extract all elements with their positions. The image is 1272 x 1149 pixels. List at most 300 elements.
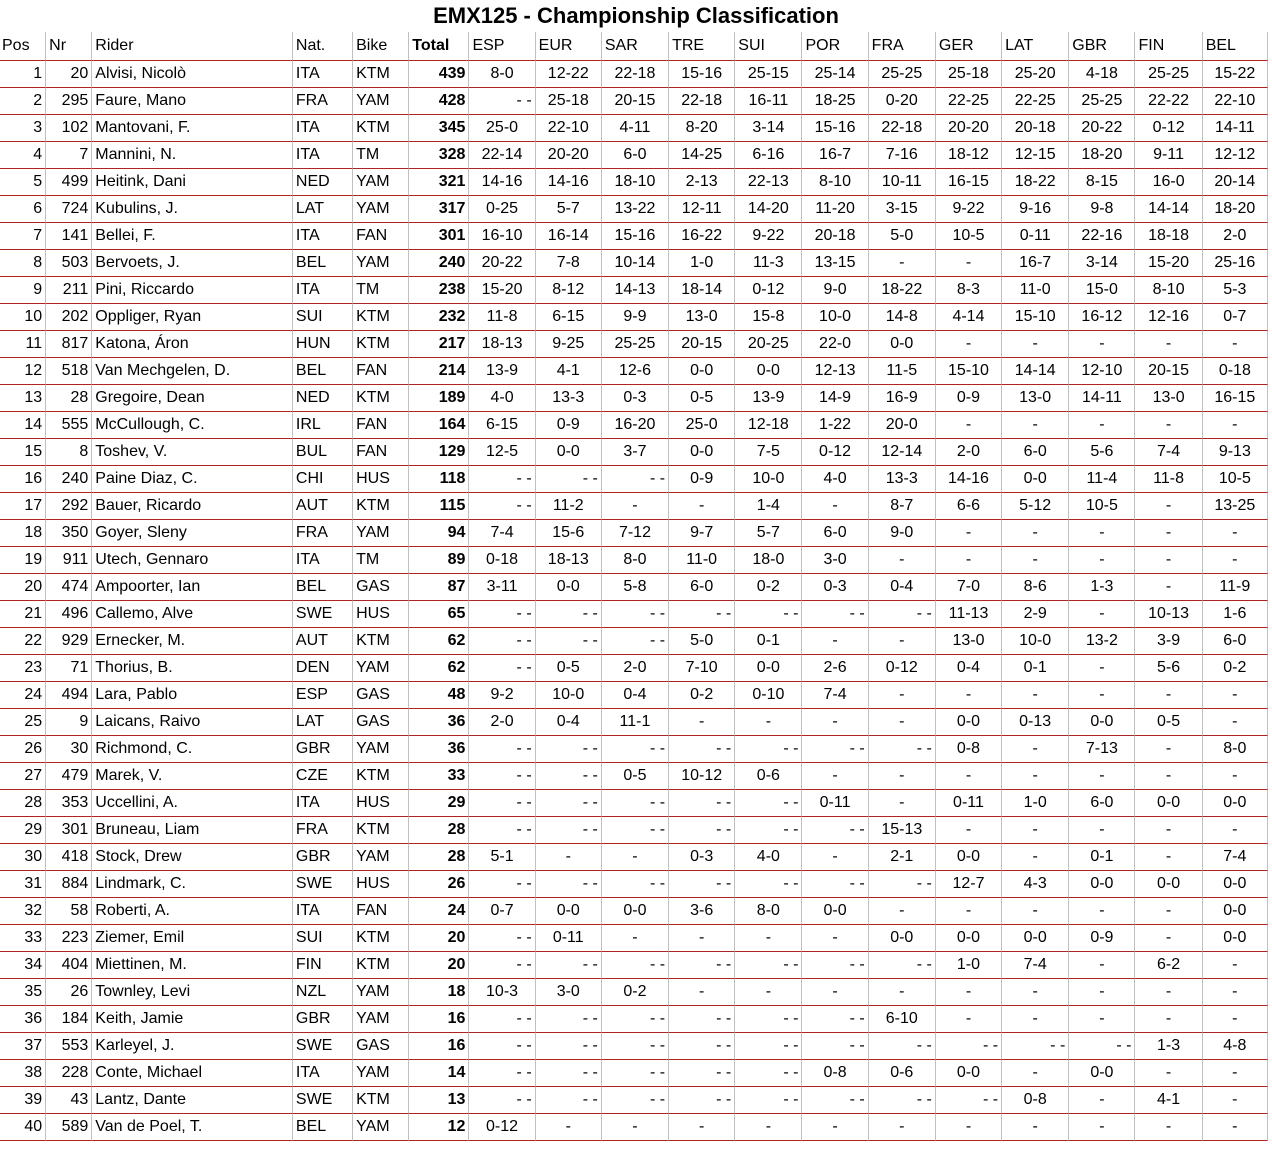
round-result-cell: - -	[669, 1033, 735, 1060]
round-result-cell: 7-12	[602, 520, 669, 547]
round-result-cell: 14-25	[669, 142, 735, 169]
round-result-cell: 0-4	[936, 655, 1002, 682]
nat-cell: CHI	[293, 466, 353, 493]
table-row	[0, 520, 1268, 547]
round-result-cell: 4-18	[1069, 61, 1135, 88]
round-result-cell: 7-0	[936, 574, 1002, 601]
round-result-cell: 8-10	[802, 169, 868, 196]
round-result-cell: 16-9	[869, 385, 936, 412]
round-result-cell: -	[1002, 1060, 1069, 1087]
round-result-cell: 12-18	[735, 412, 802, 439]
round-result-cell: - -	[536, 952, 602, 979]
round-result-cell: -	[1002, 736, 1069, 763]
nr-cell: 418	[46, 844, 92, 871]
round-result-cell: - -	[469, 1087, 535, 1114]
round-result-cell: -	[735, 979, 802, 1006]
round-result-cell: 2-0	[602, 655, 669, 682]
round-result-cell: -	[1002, 520, 1069, 547]
round-result-cell: -	[1203, 1114, 1268, 1141]
round-result-cell: 10-0	[735, 466, 802, 493]
rider-cell: Bervoets, J.	[92, 250, 293, 277]
pos-cell: 15	[0, 439, 46, 466]
round-result-cell: 12-7	[936, 871, 1002, 898]
rider-cell: Callemo, Alve	[92, 601, 293, 628]
round-result-cell: 9-16	[1002, 196, 1069, 223]
round-result-cell: -	[1135, 682, 1202, 709]
total-cell: 24	[409, 898, 469, 925]
round-result-cell: -	[802, 709, 868, 736]
round-result-cell: 0-0	[802, 898, 868, 925]
nr-cell: 555	[46, 412, 92, 439]
table-row	[0, 952, 1268, 979]
round-result-cell: 9-2	[469, 682, 535, 709]
round-result-cell: 15-6	[536, 520, 602, 547]
total-cell: 65	[409, 601, 469, 628]
round-result-cell: 25-18	[536, 88, 602, 115]
round-result-cell: 0-5	[536, 655, 602, 682]
rider-cell: Keith, Jamie	[92, 1006, 293, 1033]
round-result-cell: - -	[602, 466, 669, 493]
round-result-cell: 25-0	[469, 115, 535, 142]
round-result-cell: 6-15	[536, 304, 602, 331]
total-cell: 129	[409, 439, 469, 466]
round-result-cell: - -	[602, 1006, 669, 1033]
round-result-cell: 12-12	[1203, 142, 1268, 169]
round-result-cell: -	[1135, 1114, 1202, 1141]
nat-cell: HUN	[293, 331, 353, 358]
table-row	[0, 547, 1268, 574]
nr-cell: 240	[46, 466, 92, 493]
round-result-cell: -	[1135, 547, 1202, 574]
round-result-cell: -	[802, 628, 868, 655]
nr-cell: 301	[46, 817, 92, 844]
round-result-cell: 16-15	[1203, 385, 1268, 412]
table-row	[0, 196, 1268, 223]
page-title: EMX125 - Championship Classification	[433, 3, 839, 28]
round-result-cell: 4-0	[802, 466, 868, 493]
round-result-cell: - -	[469, 817, 535, 844]
bike-cell: YAM	[353, 844, 409, 871]
rider-cell: Alvisi, Nicolò	[92, 61, 293, 88]
nr-cell: 8	[46, 439, 92, 466]
rider-cell: Thorius, B.	[92, 655, 293, 682]
round-result-cell: 8-0	[602, 547, 669, 574]
round-result-cell: 8-6	[1002, 574, 1069, 601]
bike-cell: FAN	[353, 898, 409, 925]
pos-cell: 19	[0, 547, 46, 574]
nat-cell: SUI	[293, 304, 353, 331]
round-result-cell: 0-1	[735, 628, 802, 655]
round-result-cell: 0-0	[1002, 925, 1069, 952]
total-cell: 26	[409, 871, 469, 898]
table-row	[0, 88, 1268, 115]
round-result-cell: - -	[869, 1087, 936, 1114]
round-result-cell: 0-9	[669, 466, 735, 493]
round-result-cell: -	[1002, 682, 1069, 709]
round-result-cell: 22-18	[602, 61, 669, 88]
total-cell: 189	[409, 385, 469, 412]
bike-cell: KTM	[353, 763, 409, 790]
round-result-cell: 16-12	[1069, 304, 1135, 331]
round-result-cell: -	[1135, 1060, 1202, 1087]
round-result-cell: -	[1203, 1006, 1268, 1033]
round-result-cell: 0-5	[602, 763, 669, 790]
round-result-cell: -	[1002, 817, 1069, 844]
round-result-cell: 2-9	[1002, 601, 1069, 628]
round-result-cell: 13-25	[1203, 493, 1268, 520]
round-result-cell: 0-0	[536, 574, 602, 601]
round-result-cell: 9-0	[869, 520, 936, 547]
pos-cell: 40	[0, 1114, 46, 1141]
round-result-cell: 2-0	[936, 439, 1002, 466]
round-result-cell: -	[802, 844, 868, 871]
round-result-cell: 0-5	[669, 385, 735, 412]
table-row	[0, 385, 1268, 412]
round-result-cell: 1-4	[735, 493, 802, 520]
round-result-cell: - -	[469, 655, 535, 682]
round-result-cell: 11-8	[469, 304, 535, 331]
col-round-header: BEL	[1203, 32, 1268, 61]
round-result-cell: - -	[536, 817, 602, 844]
round-result-cell: - -	[469, 736, 535, 763]
round-result-cell: 3-15	[869, 196, 936, 223]
col-round-header: EUR	[536, 32, 602, 61]
round-result-cell: -	[1069, 331, 1135, 358]
rider-cell: Laicans, Raivo	[92, 709, 293, 736]
total-cell: 301	[409, 223, 469, 250]
round-result-cell: 16-7	[802, 142, 868, 169]
round-result-cell: 13-22	[602, 196, 669, 223]
total-cell: 62	[409, 655, 469, 682]
round-result-cell: 0-11	[802, 790, 868, 817]
round-result-cell: 0-20	[869, 88, 936, 115]
bike-cell: YAM	[353, 250, 409, 277]
round-result-cell: - -	[869, 601, 936, 628]
nat-cell: FRA	[293, 817, 353, 844]
round-result-cell: 18-20	[1203, 196, 1268, 223]
round-result-cell: -	[1002, 412, 1069, 439]
round-result-cell: -	[1002, 1006, 1069, 1033]
nat-cell: DEN	[293, 655, 353, 682]
round-result-cell: -	[602, 1114, 669, 1141]
total-cell: 62	[409, 628, 469, 655]
round-result-cell: 0-0	[1069, 709, 1135, 736]
round-result-cell: 0-0	[536, 898, 602, 925]
round-result-cell: -	[1135, 898, 1202, 925]
round-result-cell: -	[869, 1114, 936, 1141]
round-result-cell: -	[936, 331, 1002, 358]
round-result-cell: -	[1203, 763, 1268, 790]
round-result-cell: -	[1069, 682, 1135, 709]
round-result-cell: 3-0	[536, 979, 602, 1006]
total-cell: 36	[409, 709, 469, 736]
nat-cell: AUT	[293, 628, 353, 655]
bike-cell: YAM	[353, 196, 409, 223]
nat-cell: ITA	[293, 277, 353, 304]
total-cell: 16	[409, 1006, 469, 1033]
round-result-cell: 0-12	[469, 1114, 535, 1141]
bike-cell: TM	[353, 277, 409, 304]
table-row	[0, 466, 1268, 493]
nat-cell: SWE	[293, 1033, 353, 1060]
round-result-cell: - -	[469, 1006, 535, 1033]
round-result-cell: -	[1069, 601, 1135, 628]
round-result-cell: - -	[735, 601, 802, 628]
rider-cell: Van de Poel, T.	[92, 1114, 293, 1141]
round-result-cell: 0-0	[869, 925, 936, 952]
round-result-cell: -	[1135, 736, 1202, 763]
round-result-cell: 12-22	[536, 61, 602, 88]
round-result-cell: 0-0	[735, 655, 802, 682]
round-result-cell: 4-1	[536, 358, 602, 385]
round-result-cell: - -	[602, 1087, 669, 1114]
pos-cell: 35	[0, 979, 46, 1006]
round-result-cell: 13-0	[1002, 385, 1069, 412]
rider-cell: Kubulins, J.	[92, 196, 293, 223]
table-row	[0, 412, 1268, 439]
round-result-cell: 15-16	[602, 223, 669, 250]
nr-cell: 503	[46, 250, 92, 277]
round-result-cell: 10-12	[669, 763, 735, 790]
nr-cell: 496	[46, 601, 92, 628]
round-result-cell: - -	[735, 871, 802, 898]
round-result-cell: 11-20	[802, 196, 868, 223]
round-result-cell: 14-11	[1069, 385, 1135, 412]
round-result-cell: 0-0	[1203, 790, 1268, 817]
table-row	[0, 601, 1268, 628]
round-result-cell: 4-0	[735, 844, 802, 871]
round-result-cell: 0-7	[1203, 304, 1268, 331]
round-result-cell: -	[1203, 520, 1268, 547]
round-result-cell: 8-12	[536, 277, 602, 304]
rider-cell: Mantovani, F.	[92, 115, 293, 142]
round-result-cell: 7-10	[669, 655, 735, 682]
table-row	[0, 898, 1268, 925]
rider-cell: Toshev, V.	[92, 439, 293, 466]
round-result-cell: 11-0	[1002, 277, 1069, 304]
nat-cell: LAT	[293, 196, 353, 223]
round-result-cell: 0-0	[1069, 1060, 1135, 1087]
total-cell: 33	[409, 763, 469, 790]
round-result-cell: -	[869, 763, 936, 790]
round-result-cell: 2-6	[802, 655, 868, 682]
nr-cell: 295	[46, 88, 92, 115]
bike-cell: KTM	[353, 1087, 409, 1114]
round-result-cell: - -	[469, 1033, 535, 1060]
round-result-cell: -	[1002, 1114, 1069, 1141]
nat-cell: FRA	[293, 88, 353, 115]
round-result-cell: 15-13	[869, 817, 936, 844]
table-row	[0, 871, 1268, 898]
round-result-cell: -	[869, 709, 936, 736]
round-result-cell: -	[1203, 1060, 1268, 1087]
bike-cell: GAS	[353, 682, 409, 709]
round-result-cell: -	[936, 1006, 1002, 1033]
round-result-cell: -	[1203, 412, 1268, 439]
bike-cell: YAM	[353, 520, 409, 547]
nat-cell: ITA	[293, 1060, 353, 1087]
round-result-cell: 8-20	[669, 115, 735, 142]
round-result-cell: 0-3	[669, 844, 735, 871]
nat-cell: ITA	[293, 115, 353, 142]
round-result-cell: - -	[669, 1006, 735, 1033]
round-result-cell: 18-12	[936, 142, 1002, 169]
total-cell: 94	[409, 520, 469, 547]
round-result-cell: 10-0	[1002, 628, 1069, 655]
total-cell: 29	[409, 790, 469, 817]
round-result-cell: 6-0	[1203, 628, 1268, 655]
round-result-cell: 0-3	[802, 574, 868, 601]
rider-cell: Ampoorter, Ian	[92, 574, 293, 601]
nr-cell: 58	[46, 898, 92, 925]
rider-cell: Lara, Pablo	[92, 682, 293, 709]
bike-cell: FAN	[353, 439, 409, 466]
round-result-cell: - -	[936, 1087, 1002, 1114]
round-result-cell: 0-0	[669, 439, 735, 466]
round-result-cell: 2-13	[669, 169, 735, 196]
round-result-cell: 3-7	[602, 439, 669, 466]
round-result-cell: 22-14	[469, 142, 535, 169]
round-result-cell: - -	[536, 1033, 602, 1060]
bike-cell: TM	[353, 142, 409, 169]
round-result-cell: - -	[802, 817, 868, 844]
nr-cell: 494	[46, 682, 92, 709]
round-result-cell: 22-18	[869, 115, 936, 142]
pos-cell: 14	[0, 412, 46, 439]
round-result-cell: 5-3	[1203, 277, 1268, 304]
round-result-cell: - -	[469, 925, 535, 952]
round-result-cell: 3-11	[469, 574, 535, 601]
round-result-cell: - -	[669, 952, 735, 979]
round-result-cell: - -	[602, 817, 669, 844]
round-result-cell: 0-0	[735, 358, 802, 385]
rider-cell: Karleyel, J.	[92, 1033, 293, 1060]
round-result-cell: -	[602, 493, 669, 520]
rider-cell: Bruneau, Liam	[92, 817, 293, 844]
total-cell: 232	[409, 304, 469, 331]
round-result-cell: 6-0	[669, 574, 735, 601]
round-result-cell: 0-0	[1002, 466, 1069, 493]
round-result-cell: - -	[735, 952, 802, 979]
round-result-cell: 25-14	[802, 61, 868, 88]
round-result-cell: -	[1069, 520, 1135, 547]
round-result-cell: - -	[536, 1006, 602, 1033]
rider-cell: Oppliger, Ryan	[92, 304, 293, 331]
round-result-cell: 6-15	[469, 412, 535, 439]
round-result-cell: 10-0	[536, 682, 602, 709]
round-result-cell: 14-13	[602, 277, 669, 304]
round-result-cell: - -	[469, 1060, 535, 1087]
round-result-cell: 22-13	[735, 169, 802, 196]
round-result-cell: -	[869, 628, 936, 655]
table-row	[0, 223, 1268, 250]
round-result-cell: 0-6	[735, 763, 802, 790]
round-result-cell: 10-14	[602, 250, 669, 277]
nr-cell: 184	[46, 1006, 92, 1033]
round-result-cell: - -	[669, 817, 735, 844]
round-result-cell: -	[1203, 979, 1268, 1006]
round-result-cell: - -	[536, 871, 602, 898]
round-result-cell: 0-4	[536, 709, 602, 736]
nr-cell: 43	[46, 1087, 92, 1114]
round-result-cell: -	[1069, 979, 1135, 1006]
round-result-cell: 22-0	[802, 331, 868, 358]
round-result-cell: 4-8	[1203, 1033, 1268, 1060]
round-result-cell: 0-0	[602, 898, 669, 925]
pos-cell: 31	[0, 871, 46, 898]
round-result-cell: 5-0	[669, 628, 735, 655]
round-result-cell: 7-4	[469, 520, 535, 547]
round-result-cell: 7-4	[802, 682, 868, 709]
bike-cell: YAM	[353, 655, 409, 682]
nr-cell: 724	[46, 196, 92, 223]
bike-cell: KTM	[353, 331, 409, 358]
round-result-cell: - -	[469, 628, 535, 655]
round-result-cell: -	[1135, 925, 1202, 952]
round-result-cell: 0-2	[669, 682, 735, 709]
rider-cell: Marek, V.	[92, 763, 293, 790]
bike-cell: KTM	[353, 628, 409, 655]
rider-cell: Paine Diaz, C.	[92, 466, 293, 493]
nat-cell: NZL	[293, 979, 353, 1006]
round-result-cell: - -	[669, 1087, 735, 1114]
round-result-cell: 5-0	[869, 223, 936, 250]
round-result-cell: - -	[602, 601, 669, 628]
round-result-cell: 10-13	[1135, 601, 1202, 628]
round-result-cell: 14-14	[1002, 358, 1069, 385]
round-result-cell: 0-11	[536, 925, 602, 952]
round-result-cell: -	[936, 682, 1002, 709]
round-result-cell: 22-16	[1069, 223, 1135, 250]
round-result-cell: 0-25	[469, 196, 535, 223]
round-result-cell: 15-16	[669, 61, 735, 88]
round-result-cell: 6-0	[602, 142, 669, 169]
round-result-cell: - -	[469, 466, 535, 493]
round-result-cell: -	[669, 709, 735, 736]
round-result-cell: 14-16	[536, 169, 602, 196]
round-result-cell: - -	[469, 952, 535, 979]
pos-cell: 3	[0, 115, 46, 142]
col-total-header: Total	[409, 32, 469, 61]
round-result-cell: 7-13	[1069, 736, 1135, 763]
round-result-cell: - -	[802, 952, 868, 979]
round-result-cell: 16-22	[669, 223, 735, 250]
round-result-cell: -	[869, 898, 936, 925]
rider-cell: Ziemer, Emil	[92, 925, 293, 952]
round-result-cell: 0-0	[936, 1060, 1002, 1087]
round-result-cell: 15-10	[1002, 304, 1069, 331]
bike-cell: KTM	[353, 817, 409, 844]
pos-cell: 24	[0, 682, 46, 709]
round-result-cell: 14-11	[1203, 115, 1268, 142]
rider-cell: Goyer, Sleny	[92, 520, 293, 547]
pos-cell: 10	[0, 304, 46, 331]
classification-table	[0, 32, 1268, 1141]
round-result-cell: 4-11	[602, 115, 669, 142]
round-result-cell: 0-7	[469, 898, 535, 925]
round-result-cell: 0-18	[1203, 358, 1268, 385]
table-row	[0, 304, 1268, 331]
round-result-cell: 0-0	[1203, 925, 1268, 952]
round-result-cell: 8-10	[1135, 277, 1202, 304]
round-result-cell: 10-0	[802, 304, 868, 331]
round-result-cell: 0-8	[802, 1060, 868, 1087]
pos-cell: 2	[0, 88, 46, 115]
round-result-cell: 0-0	[1069, 871, 1135, 898]
round-result-cell: - -	[735, 1033, 802, 1060]
table-row	[0, 439, 1268, 466]
round-result-cell: -	[936, 520, 1002, 547]
